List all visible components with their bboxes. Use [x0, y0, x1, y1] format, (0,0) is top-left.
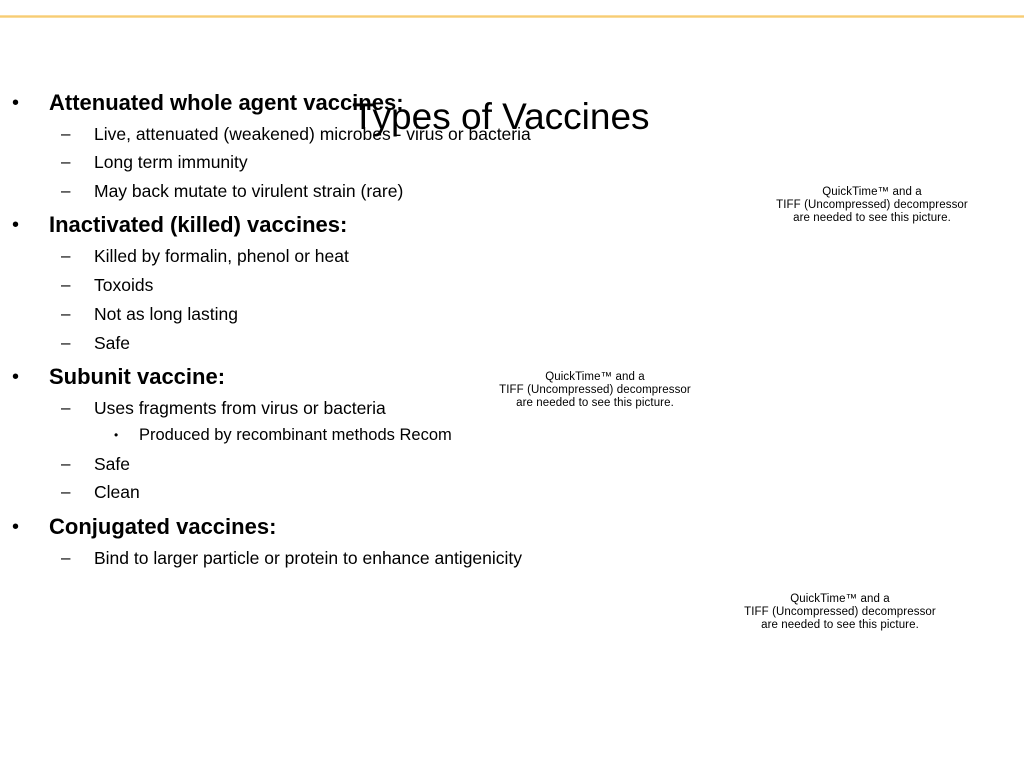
dash-marker: –	[61, 124, 71, 143]
list-item: Not as long lasting	[94, 304, 238, 324]
heading-inactivated: Inactivated (killed) vaccines:	[49, 212, 348, 237]
list-subitem: Produced by recombinant methods Recom	[139, 426, 452, 444]
bullet-marker: •	[12, 366, 20, 388]
bullet-marker: •	[12, 214, 20, 236]
bullet-marker: •	[12, 92, 20, 114]
heading-conjugated: Conjugated vaccines:	[49, 514, 277, 539]
placeholder-line: are needed to see this picture.	[793, 212, 951, 224]
dash-marker: –	[61, 304, 71, 323]
placeholder-line: are needed to see this picture.	[516, 397, 674, 409]
list-item: May back mutate to virulent strain (rare)	[94, 181, 404, 201]
dash-marker: –	[61, 548, 71, 567]
quicktime-placeholder	[732, 593, 948, 632]
placeholder-line: are needed to see this picture.	[761, 619, 919, 631]
quicktime-placeholder	[487, 371, 703, 410]
sub-bullet-marker: •	[114, 428, 119, 442]
dash-marker: –	[61, 275, 71, 294]
list-item: Clean	[94, 482, 140, 502]
heading-subunit: Subunit vaccine:	[49, 364, 226, 389]
dash-marker: –	[61, 181, 71, 200]
placeholder-line: QuickTime™ and a	[790, 593, 890, 605]
list-item: Toxoids	[94, 275, 154, 295]
list-item: Long term immunity	[94, 152, 248, 172]
dash-marker: –	[61, 454, 71, 473]
heading-attenuated: Attenuated whole agent vaccines:	[49, 90, 404, 115]
list-item: Killed by formalin, phenol or heat	[94, 246, 349, 266]
dash-marker: –	[61, 333, 71, 352]
placeholder-line: TIFF (Uncompressed) decompressor	[776, 199, 968, 211]
placeholder-line: QuickTime™ and a	[822, 186, 922, 198]
quicktime-placeholder	[764, 186, 980, 225]
list-item: Bind to larger particle or protein to enhance antigenicity	[94, 548, 523, 568]
placeholder-line: TIFF (Uncompressed) decompressor	[499, 384, 691, 396]
list-item: Live, attenuated (weakened) microbes - virus or bacteria	[94, 124, 531, 144]
list-item: Safe	[94, 333, 130, 353]
dash-marker: –	[61, 152, 71, 171]
slide-title: Types of Vaccines	[352, 96, 650, 137]
dash-marker: –	[61, 482, 71, 501]
dash-marker: –	[61, 398, 71, 417]
list-item: Safe	[94, 454, 130, 474]
top-accent-rule	[0, 15, 1024, 18]
placeholder-line: TIFF (Uncompressed) decompressor	[744, 606, 936, 618]
list-item: Uses fragments from virus or bacteria	[94, 398, 386, 418]
placeholder-line: QuickTime™ and a	[545, 371, 645, 383]
dash-marker: –	[61, 246, 71, 265]
bullet-marker: •	[12, 516, 20, 538]
